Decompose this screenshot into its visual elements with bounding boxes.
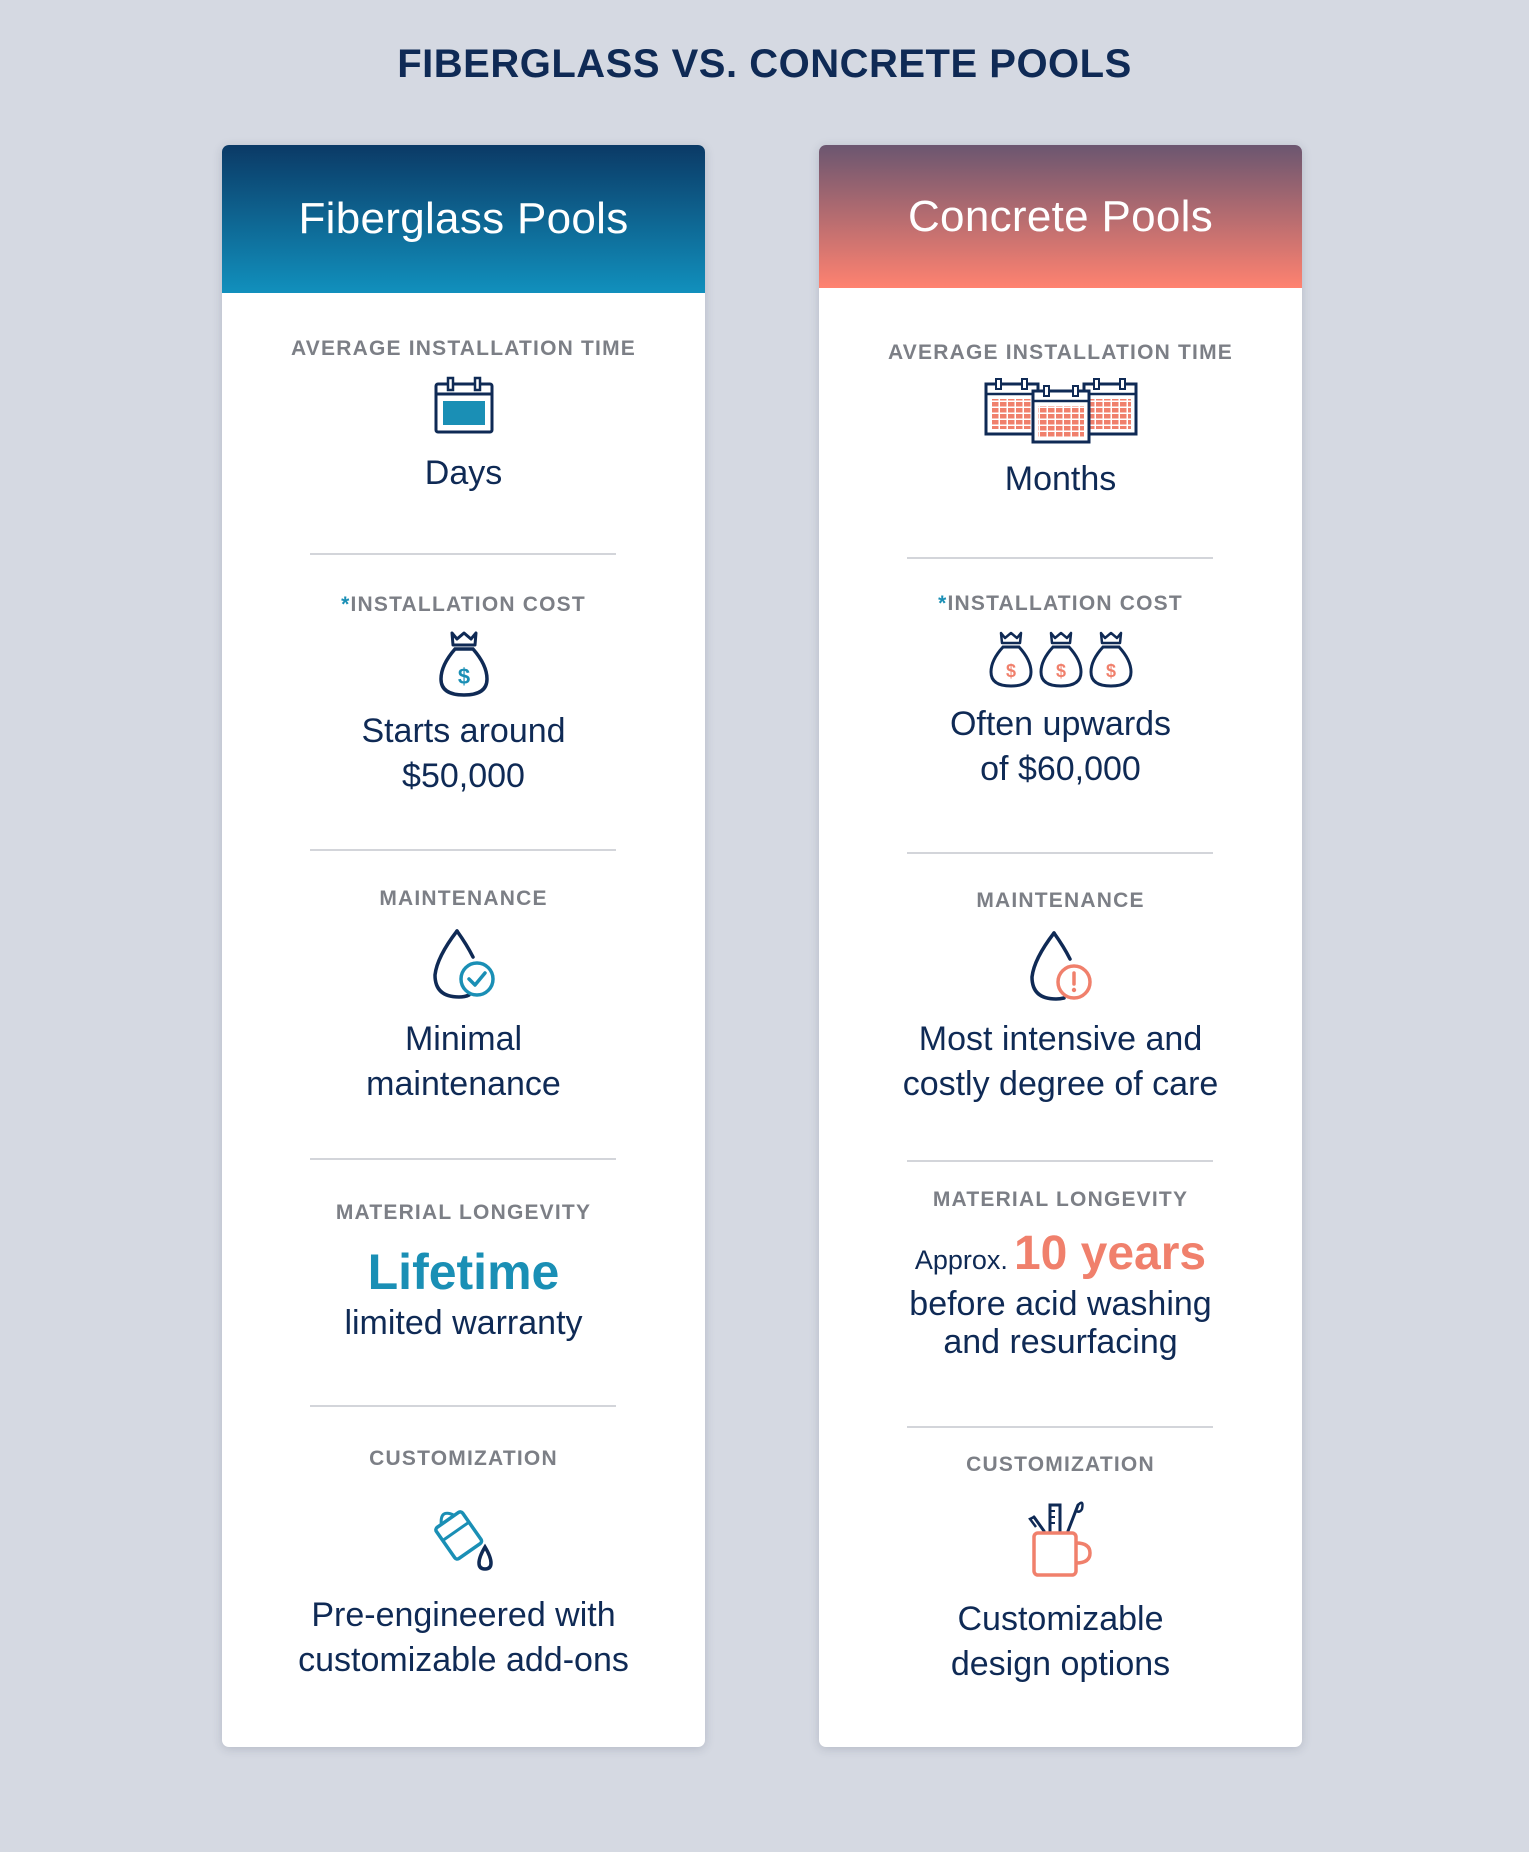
concrete-customization-section: [819, 1453, 1302, 1687]
divider: [907, 1426, 1213, 1428]
concrete-maintenance-line2: costly degree of care: [902, 1065, 1219, 1103]
fiber-install-time-label: AVERAGE INSTALLATION TIME: [291, 337, 636, 360]
concrete-longevity-headline: [819, 1226, 1302, 1281]
fiber-customization-line1: Pre-engineered with: [311, 1596, 616, 1634]
paint-bucket-icon: [222, 1497, 705, 1573]
concrete-customization-label: CUSTOMIZATION: [966, 1453, 1155, 1476]
divider: [310, 1158, 616, 1160]
three-calendars-icon: [819, 379, 1302, 443]
three-money-bags-icon: [819, 630, 1302, 690]
concrete-longevity-line2: before acid washing: [909, 1285, 1212, 1323]
svg-text:$: $: [457, 664, 470, 689]
fiber-longevity-highlight: Lifetime: [367, 1244, 560, 1300]
concrete-install-time-label: AVERAGE INSTALLATION TIME: [888, 341, 1233, 364]
fiberglass-header: Fiberglass Pools: [222, 145, 705, 293]
divider: [907, 1160, 1213, 1162]
svg-text:$: $: [1055, 661, 1066, 681]
fiber-install-cost-line2: $50,000: [402, 757, 525, 795]
fiber-maintenance-line2: maintenance: [366, 1065, 561, 1103]
asterisk: *: [938, 592, 948, 615]
fiberglass-card: [222, 145, 705, 1747]
fiber-install-time-section: [222, 337, 705, 496]
fiber-customization-section: [222, 1447, 705, 1683]
concrete-customization-line2: design options: [950, 1645, 1171, 1683]
fiber-install-cost-line1: Starts around: [361, 712, 566, 750]
concrete-install-cost-section: [819, 592, 1302, 792]
fiber-longevity-line2: limited warranty: [344, 1304, 583, 1342]
money-bag-icon: [222, 629, 705, 699]
svg-text:$: $: [1005, 661, 1016, 681]
fiber-customization-line2: customizable add-ons: [298, 1641, 629, 1679]
fiber-longevity-label: MATERIAL LONGEVITY: [335, 1201, 592, 1224]
design-tools-mug-icon: [819, 1497, 1302, 1579]
fiber-customization-label: CUSTOMIZATION: [369, 1447, 558, 1470]
divider: [310, 849, 616, 851]
fiber-maintenance-section: [222, 887, 705, 1107]
concrete-longevity-highlight: 10 years: [1013, 1227, 1207, 1280]
fiber-longevity-section: [222, 1201, 705, 1346]
concrete-longevity-section: [819, 1188, 1302, 1361]
svg-text:$: $: [1105, 661, 1116, 681]
fiber-maintenance-label: MAINTENANCE: [379, 887, 548, 910]
concrete-install-time-value: Months: [1004, 460, 1117, 498]
concrete-longevity-line3: and resurfacing: [943, 1323, 1178, 1361]
concrete-customization-line1: Customizable: [957, 1600, 1164, 1638]
concrete-install-cost-label: INSTALLATION COST: [947, 592, 1183, 615]
fiber-maintenance-line1: Minimal: [404, 1020, 523, 1058]
concrete-longevity-label: MATERIAL LONGEVITY: [932, 1188, 1189, 1211]
concrete-maintenance-label: MAINTENANCE: [976, 889, 1145, 912]
fiber-install-time-value: Days: [424, 454, 503, 492]
page-title: FIBERGLASS VS. CONCRETE POOLS: [397, 42, 1132, 86]
drop-check-icon: [222, 927, 705, 1003]
concrete-header: Concrete Pools: [819, 145, 1302, 288]
concrete-maintenance-line1: Most intensive and: [918, 1020, 1203, 1058]
drop-alert-icon: [819, 929, 1302, 1005]
divider: [310, 1405, 616, 1407]
concrete-maintenance-section: [819, 889, 1302, 1107]
asterisk: *: [341, 593, 351, 616]
fiber-install-cost-label: INSTALLATION COST: [350, 593, 586, 616]
divider: [907, 557, 1213, 559]
divider: [310, 553, 616, 555]
concrete-install-cost-line1: Often upwards: [949, 705, 1172, 743]
concrete-install-cost-line2: of $60,000: [980, 750, 1141, 788]
approx-text: Approx.: [914, 1245, 1008, 1275]
fiber-install-cost-section: [222, 593, 705, 799]
concrete-card: [819, 145, 1302, 1747]
concrete-install-time-section: [819, 341, 1302, 502]
divider: [907, 852, 1213, 854]
calendar-icon: [222, 375, 705, 437]
